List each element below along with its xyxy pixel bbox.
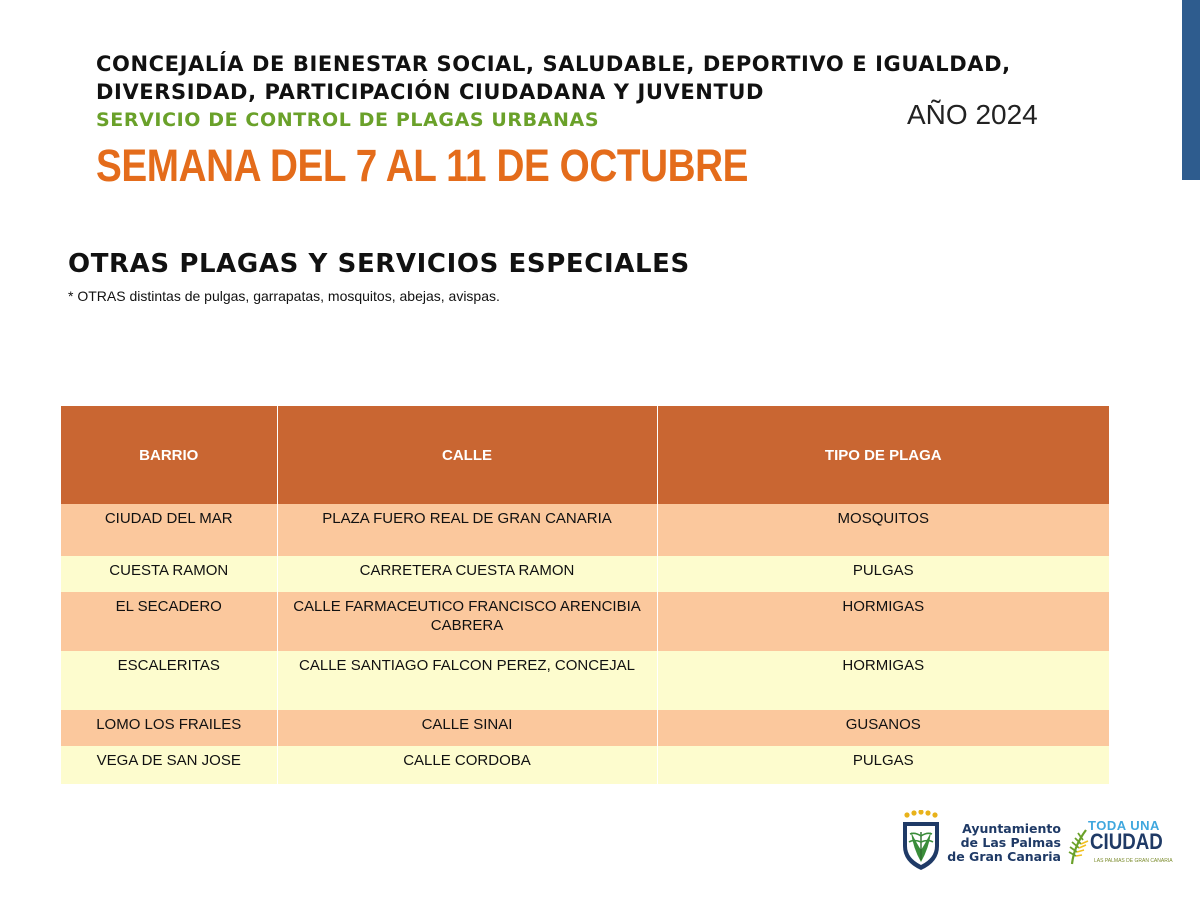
- ciudad-top-text: TODA UNA: [1088, 818, 1160, 833]
- cell-tipo-plaga: HORMIGAS: [657, 651, 1109, 710]
- cell-barrio: EL SECADERO: [61, 592, 277, 651]
- cell-tipo-plaga: GUSANOS: [657, 710, 1109, 746]
- table-header-row: [61, 406, 1109, 504]
- ciudad-small-text: LAS PALMAS DE GRAN CANARIA: [1094, 858, 1173, 864]
- cell-tipo-plaga: PULGAS: [657, 746, 1109, 784]
- department-title: CONCEJALÍA DE BIENESTAR SOCIAL, SALUDABLE, DEPORTIVO E IGUALDAD, DIVERSIDAD, PARTICIPACIÓN CIUDADANA Y JUVENTUD: [96, 52, 1011, 104]
- ayuntamiento-text: [946, 822, 1061, 864]
- table-row: [61, 746, 1109, 784]
- week-title: SEMANA DEL 7 AL 11 DE OCTUBRE: [96, 140, 749, 191]
- toda-una-ciudad-logo: [1068, 818, 1173, 868]
- ayuntamiento-line1: Ayuntamiento: [962, 821, 1061, 836]
- coat-of-arms-icon: [900, 810, 942, 872]
- cell-calle: CALLE SINAI: [277, 710, 657, 746]
- ayuntamiento-line2: de Las Palmas: [960, 835, 1061, 850]
- cell-tipo-plaga: HORMIGAS: [657, 592, 1109, 651]
- cell-barrio: CIUDAD DEL MAR: [61, 504, 277, 556]
- cell-calle: CALLE FARMACEUTICO FRANCISCO ARENCIBIA CABRERA: [277, 592, 657, 651]
- table-row: [61, 556, 1109, 592]
- cell-barrio: LOMO LOS FRAILES: [61, 710, 277, 746]
- section-note: * OTRAS distintas de pulgas, garrapatas, mosquitos, abejas, avispas.: [68, 288, 500, 304]
- cell-calle: CARRETERA CUESTA RAMON: [277, 556, 657, 592]
- cell-barrio: VEGA DE SAN JOSE: [61, 746, 277, 784]
- cell-calle: CALLE SANTIAGO FALCON PEREZ, CONCEJAL: [277, 651, 657, 710]
- ciudad-main-text: CIUDAD: [1090, 829, 1163, 854]
- table-row: [61, 710, 1109, 746]
- year-label: AÑO 2024: [907, 99, 1038, 130]
- table-row: [61, 592, 1109, 651]
- cell-calle: PLAZA FUERO REAL DE GRAN CANARIA: [277, 504, 657, 556]
- header-calle: CALLE: [277, 406, 657, 504]
- cell-tipo-plaga: PULGAS: [657, 556, 1109, 592]
- table-row: [61, 651, 1109, 710]
- header-barrio: BARRIO: [61, 406, 277, 504]
- pest-table: [61, 406, 1109, 784]
- cell-barrio: CUESTA RAMON: [61, 556, 277, 592]
- section-title: OTRAS PLAGAS Y SERVICIOS ESPECIALES: [68, 249, 690, 279]
- header-tipo-plaga: TIPO DE PLAGA: [657, 406, 1109, 504]
- table-row: [61, 504, 1109, 556]
- ayuntamiento-logo: [900, 810, 1060, 872]
- cell-tipo-plaga: MOSQUITOS: [657, 504, 1109, 556]
- cell-barrio: ESCALERITAS: [61, 651, 277, 710]
- cell-calle: CALLE CORDOBA: [277, 746, 657, 784]
- accent-bar: [1182, 0, 1200, 180]
- service-title: SERVICIO DE CONTROL DE PLAGAS URBANAS: [96, 109, 600, 131]
- ayuntamiento-line3: de Gran Canaria: [947, 849, 1061, 864]
